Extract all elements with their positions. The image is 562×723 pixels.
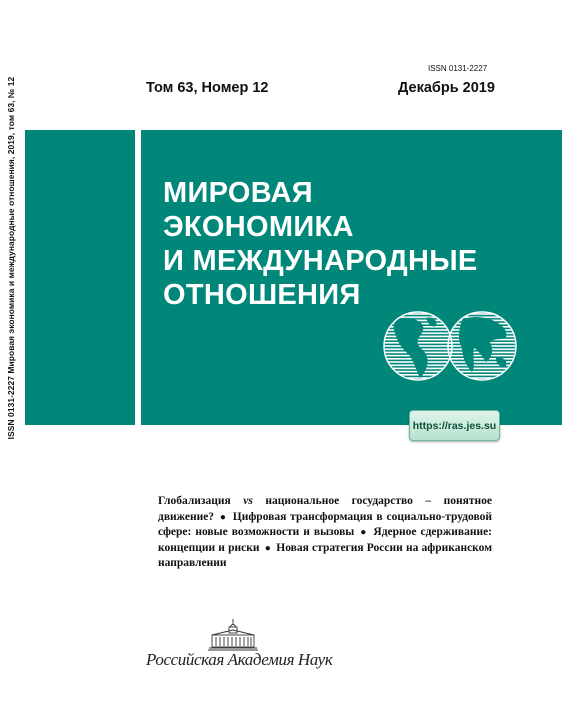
publisher-name: Российская Академия Наук	[146, 650, 333, 669]
teal-band-left	[25, 130, 135, 425]
issn-label: ISSN 0131-2227	[428, 64, 488, 73]
topic-1: Глобализация vs национальное государство – понятное движение?	[158, 495, 492, 523]
title-line-3: И МЕЖДУНАРОДНЫЕ	[163, 245, 478, 277]
volume-issue: Том 63, Номер 12	[146, 80, 269, 96]
topic-4: Новая стратегия России на африканском направлении	[158, 541, 493, 569]
world-hemispheres-icon	[382, 310, 518, 382]
spine-text: ISSN 0131-2227 Мировая экономика и международные отношения, 2019, том 63, № 12	[6, 76, 16, 440]
topic-1-vs: vs	[243, 495, 253, 507]
journal-title	[163, 176, 478, 312]
title-line-2: ЭКОНОМИКА	[163, 211, 354, 243]
issue-date: Декабрь 2019	[398, 80, 495, 96]
bullet-icon: ●	[264, 542, 272, 554]
topic-3: Ядерное сдерживание: концепции и риски	[158, 526, 493, 554]
academy-building-icon	[208, 617, 258, 651]
spine	[0, 0, 22, 723]
topics-list	[158, 494, 492, 572]
title-line-4: ОТНОШЕНИЯ	[163, 279, 361, 311]
topic-2: Цифровая трансформация в социально-трудовой сфере: новые возможности и вызовы	[158, 510, 493, 538]
bullet-icon: ●	[219, 511, 227, 523]
bullet-icon: ●	[360, 527, 368, 538]
website-link-button[interactable]: https://ras.jes.su	[409, 410, 500, 441]
title-line-1: МИРОВАЯ	[163, 177, 313, 209]
